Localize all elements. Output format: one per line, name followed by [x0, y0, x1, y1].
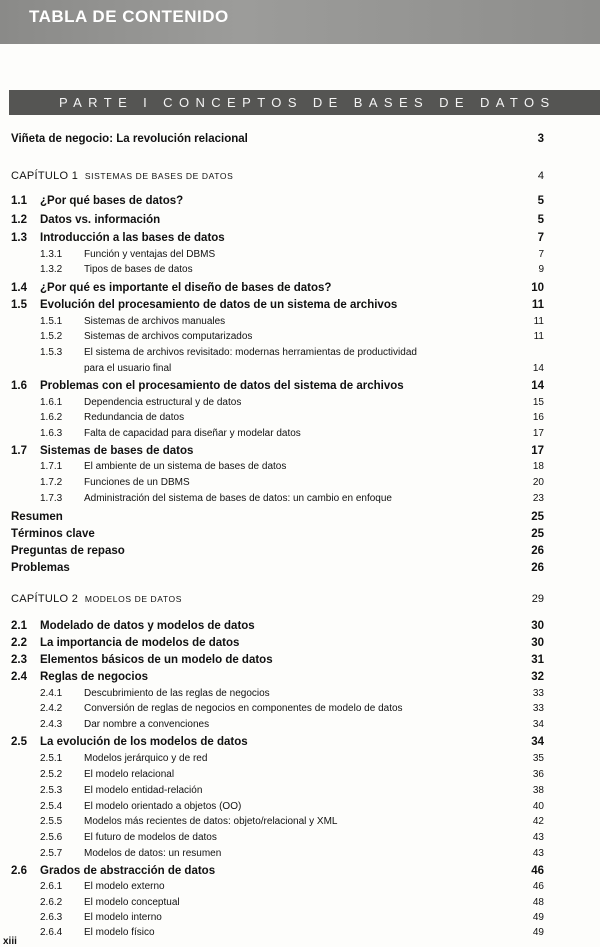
section-number: 1.6.1: [40, 397, 63, 408]
page-number: 26: [531, 545, 544, 557]
page-number: 46: [532, 881, 544, 892]
section-number: 1.5.2: [40, 331, 63, 342]
toc-entry: [0, 282, 600, 298]
section-number: 2.6: [11, 865, 27, 877]
section-number: 1.7.2: [40, 477, 63, 488]
toc-entry: [0, 299, 600, 315]
toc-entry: [0, 801, 600, 817]
section-title: El sistema de archivos revisitado: modernas herramientas de productividad: [84, 347, 417, 358]
toc-entry: [0, 832, 600, 848]
chapter-title: MODELOS DE DATOS: [84, 594, 183, 604]
page-number: 7: [537, 232, 544, 244]
toc-entry: [0, 637, 600, 653]
toc-entry: [0, 620, 600, 636]
section-number: 2.5.7: [40, 848, 63, 859]
section-number: 1.6: [11, 380, 27, 392]
section-title: Grados de abstracción de datos: [40, 865, 216, 877]
section-number: 2.6.4: [40, 927, 63, 938]
toc-entry: [0, 264, 600, 280]
page-number: 5: [537, 214, 544, 226]
page-title: TABLA DE CONTENIDO: [29, 7, 229, 26]
section-number: 1.4: [11, 282, 27, 294]
toc-entry: [0, 412, 600, 428]
page-number: 23: [532, 493, 544, 504]
toc-entry: [0, 769, 600, 785]
section-title: Falta de capacidad para diseñar y modelar datos: [84, 428, 301, 439]
section-title: El ambiente de un sistema de bases de datos: [84, 461, 287, 472]
page-number: 33: [532, 688, 544, 699]
toc-entry: [0, 654, 600, 670]
section-title: Dependencia estructural y de datos: [84, 397, 242, 408]
page-number: 11: [531, 299, 544, 311]
page-number: 25: [531, 528, 544, 540]
toc-entry: [0, 331, 600, 347]
section-title: Términos clave: [11, 528, 95, 540]
section-number: 2.5: [11, 736, 27, 748]
section-number: 2.4.2: [40, 703, 63, 714]
page-number: 9: [538, 264, 544, 275]
section-title: Dar nombre a convenciones: [84, 719, 210, 730]
toc-entry: [0, 545, 600, 561]
section-number: 2.5.3: [40, 785, 63, 796]
section-title: Modelos de datos: un resumen: [84, 848, 222, 859]
toc-entry: [0, 736, 600, 752]
section-title: Datos vs. información: [40, 214, 161, 226]
section-title: El futuro de modelos de datos: [84, 832, 217, 843]
toc-entry: [0, 562, 600, 578]
section-number: 1.7: [11, 445, 27, 457]
toc-entry: [0, 528, 600, 544]
toc-entry: [0, 214, 600, 230]
section-number: 1.7.3: [40, 493, 63, 504]
section-title: El modelo entidad-relación: [84, 785, 203, 796]
section-number: 2.1: [11, 620, 27, 632]
section-title: Problemas con el procesamiento de datos del sistema de archivos: [40, 380, 404, 392]
section-title: Reglas de negocios: [40, 671, 149, 683]
section-title: Problemas: [11, 562, 70, 574]
chapter-heading: [11, 593, 182, 605]
page-number: 43: [532, 832, 544, 843]
page-number: 7: [538, 249, 544, 260]
toc-entry: [0, 380, 600, 396]
page-number: 35: [532, 753, 544, 764]
toc-entry: [0, 195, 600, 211]
page-number: 49: [532, 912, 544, 923]
page-number: 32: [531, 671, 544, 683]
page-number: 31: [531, 654, 544, 666]
section-number: 2.4.3: [40, 719, 63, 730]
toc-entry: [0, 477, 600, 493]
section-title: Conversión de reglas de negocios en componentes de modelo de datos: [84, 703, 403, 714]
page-number: 30: [531, 620, 544, 632]
section-number: 2.5.6: [40, 832, 63, 843]
page-number: 48: [532, 897, 544, 908]
part-band: [9, 90, 600, 115]
page-number: 42: [532, 816, 544, 827]
toc-entry: [0, 170, 600, 186]
chapter-label: CAPÍTULO 2: [11, 593, 79, 605]
header-band: [0, 0, 600, 44]
toc-entry: [0, 133, 600, 149]
toc-entry: [0, 671, 600, 687]
section-title: Sistemas de archivos computarizados: [84, 331, 253, 342]
page-number: 17: [531, 445, 544, 457]
section-title: El modelo interno: [84, 912, 162, 923]
page-number: 17: [532, 428, 544, 439]
toc-entry: [0, 897, 600, 913]
section-title: El modelo físico: [84, 927, 155, 938]
section-title: Función y ventajas del DBMS: [84, 249, 216, 260]
section-title: Tipos de bases de datos: [84, 264, 193, 275]
section-title: Preguntas de repaso: [11, 545, 125, 557]
chapter-label: CAPÍTULO 1: [11, 170, 79, 182]
page-number: 15: [532, 397, 544, 408]
section-title: Administración del sistema de bases de datos: un cambio en enfoque: [84, 493, 392, 504]
section-title: Introducción a las bases de datos: [40, 232, 225, 244]
section-title: Modelos más recientes de datos: objeto/relacional y XML: [84, 816, 338, 827]
page-number: 34: [531, 736, 544, 748]
page-number: 4: [537, 170, 544, 182]
section-title: Resumen: [11, 511, 63, 523]
toc-entry: [0, 347, 600, 363]
toc-entry: [0, 688, 600, 704]
section-title: Viñeta de negocio: La revolución relacional: [11, 133, 248, 145]
section-number: 1.3.2: [40, 264, 63, 275]
section-number: 1.5.1: [40, 316, 63, 327]
toc-entry: [0, 445, 600, 461]
section-title: El modelo orientado a objetos (OO): [84, 801, 242, 812]
page-number: 43: [532, 848, 544, 859]
page-number: 38: [532, 785, 544, 796]
page-number: 3: [537, 133, 544, 145]
toc-entry: [0, 719, 600, 735]
page-number: 26: [531, 562, 544, 574]
page-number: 30: [531, 637, 544, 649]
section-number: 1.1: [11, 195, 27, 207]
toc-entry: [0, 363, 600, 379]
page-number: 46: [531, 865, 544, 877]
toc-entry: [0, 316, 600, 332]
page-number: 14: [531, 380, 544, 392]
page-number: 5: [537, 195, 544, 207]
toc-entry: [0, 881, 600, 897]
toc-entry: [0, 428, 600, 444]
page-number: 10: [531, 282, 544, 294]
section-number: 2.5.2: [40, 769, 63, 780]
toc-entry: [0, 461, 600, 477]
toc-entry: [0, 511, 600, 527]
section-number: 2.5.1: [40, 753, 63, 764]
section-title: El modelo relacional: [84, 769, 175, 780]
chapter-heading: [11, 170, 233, 182]
toc-entry: [0, 816, 600, 832]
page-number: 25: [531, 511, 544, 523]
section-title: Redundancia de datos: [84, 412, 185, 423]
page-number: 20: [532, 477, 544, 488]
section-title: Sistemas de archivos manuales: [84, 316, 226, 327]
section-number: 2.3: [11, 654, 27, 666]
section-title: Descubrimiento de las reglas de negocios: [84, 688, 270, 699]
toc-entry: [0, 753, 600, 769]
toc-entry: [0, 249, 600, 265]
page-number: 14: [532, 363, 544, 374]
chapter-title: SISTEMAS DE BASES DE DATOS: [84, 171, 234, 181]
page-number: 49: [532, 927, 544, 938]
page-number: 11: [533, 316, 544, 327]
section-number: 2.5.4: [40, 801, 63, 812]
toc-entry: [0, 493, 600, 509]
section-title: ¿Por qué es importante el diseño de bases de datos?: [40, 282, 332, 294]
section-title: La evolución de los modelos de datos: [40, 736, 248, 748]
section-number: 2.6.3: [40, 912, 63, 923]
section-title: Modelado de datos y modelos de datos: [40, 620, 255, 632]
section-title: El modelo conceptual: [84, 897, 180, 908]
page-number: 11: [533, 331, 544, 342]
section-number: 2.4: [11, 671, 27, 683]
section-number: 1.2: [11, 214, 27, 226]
section-title: Funciones de un DBMS: [84, 477, 190, 488]
section-title: Modelos jerárquico y de red: [84, 753, 208, 764]
page-number: 18: [532, 461, 544, 472]
section-number: 1.3.1: [40, 249, 63, 260]
page-number: 16: [532, 412, 544, 423]
section-title: ¿Por qué bases de datos?: [40, 195, 184, 207]
page-number: 33: [532, 703, 544, 714]
section-number: 1.7.1: [40, 461, 63, 472]
section-number: 2.2: [11, 637, 27, 649]
section-title: Elementos básicos de un modelo de datos: [40, 654, 273, 666]
page-number: 34: [532, 719, 544, 730]
toc-entry: [0, 397, 600, 413]
toc-entry: [0, 848, 600, 864]
toc-entry: [0, 593, 600, 609]
section-number: 2.4.1: [40, 688, 63, 699]
part-title: PARTE I CONCEPTOS DE BASES DE DATOS: [59, 95, 556, 110]
page-number: 29: [531, 593, 544, 605]
toc-entry: [0, 865, 600, 881]
section-number: 1.6.3: [40, 428, 63, 439]
section-title: Evolución del procesamiento de datos de un sistema de archivos: [40, 299, 398, 311]
section-title: Sistemas de bases de datos: [40, 445, 194, 457]
toc-entry: [0, 703, 600, 719]
section-title: La importancia de modelos de datos: [40, 637, 240, 649]
section-title: para el usuario final: [84, 363, 172, 374]
section-number: 1.5: [11, 299, 27, 311]
section-number: 2.6.2: [40, 897, 63, 908]
page-number: 36: [532, 769, 544, 780]
page-number: 40: [532, 801, 544, 812]
section-number: 1.6.2: [40, 412, 63, 423]
toc-entry: [0, 785, 600, 801]
section-number: 1.5.3: [40, 347, 63, 358]
section-title: El modelo externo: [84, 881, 165, 892]
section-number: 1.3: [11, 232, 27, 244]
page-folio: xiii: [3, 936, 17, 947]
toc-entry: [0, 927, 600, 943]
toc-entry: [0, 232, 600, 248]
section-number: 2.5.5: [40, 816, 63, 827]
section-number: 2.6.1: [40, 881, 63, 892]
toc-entry: [0, 912, 600, 928]
